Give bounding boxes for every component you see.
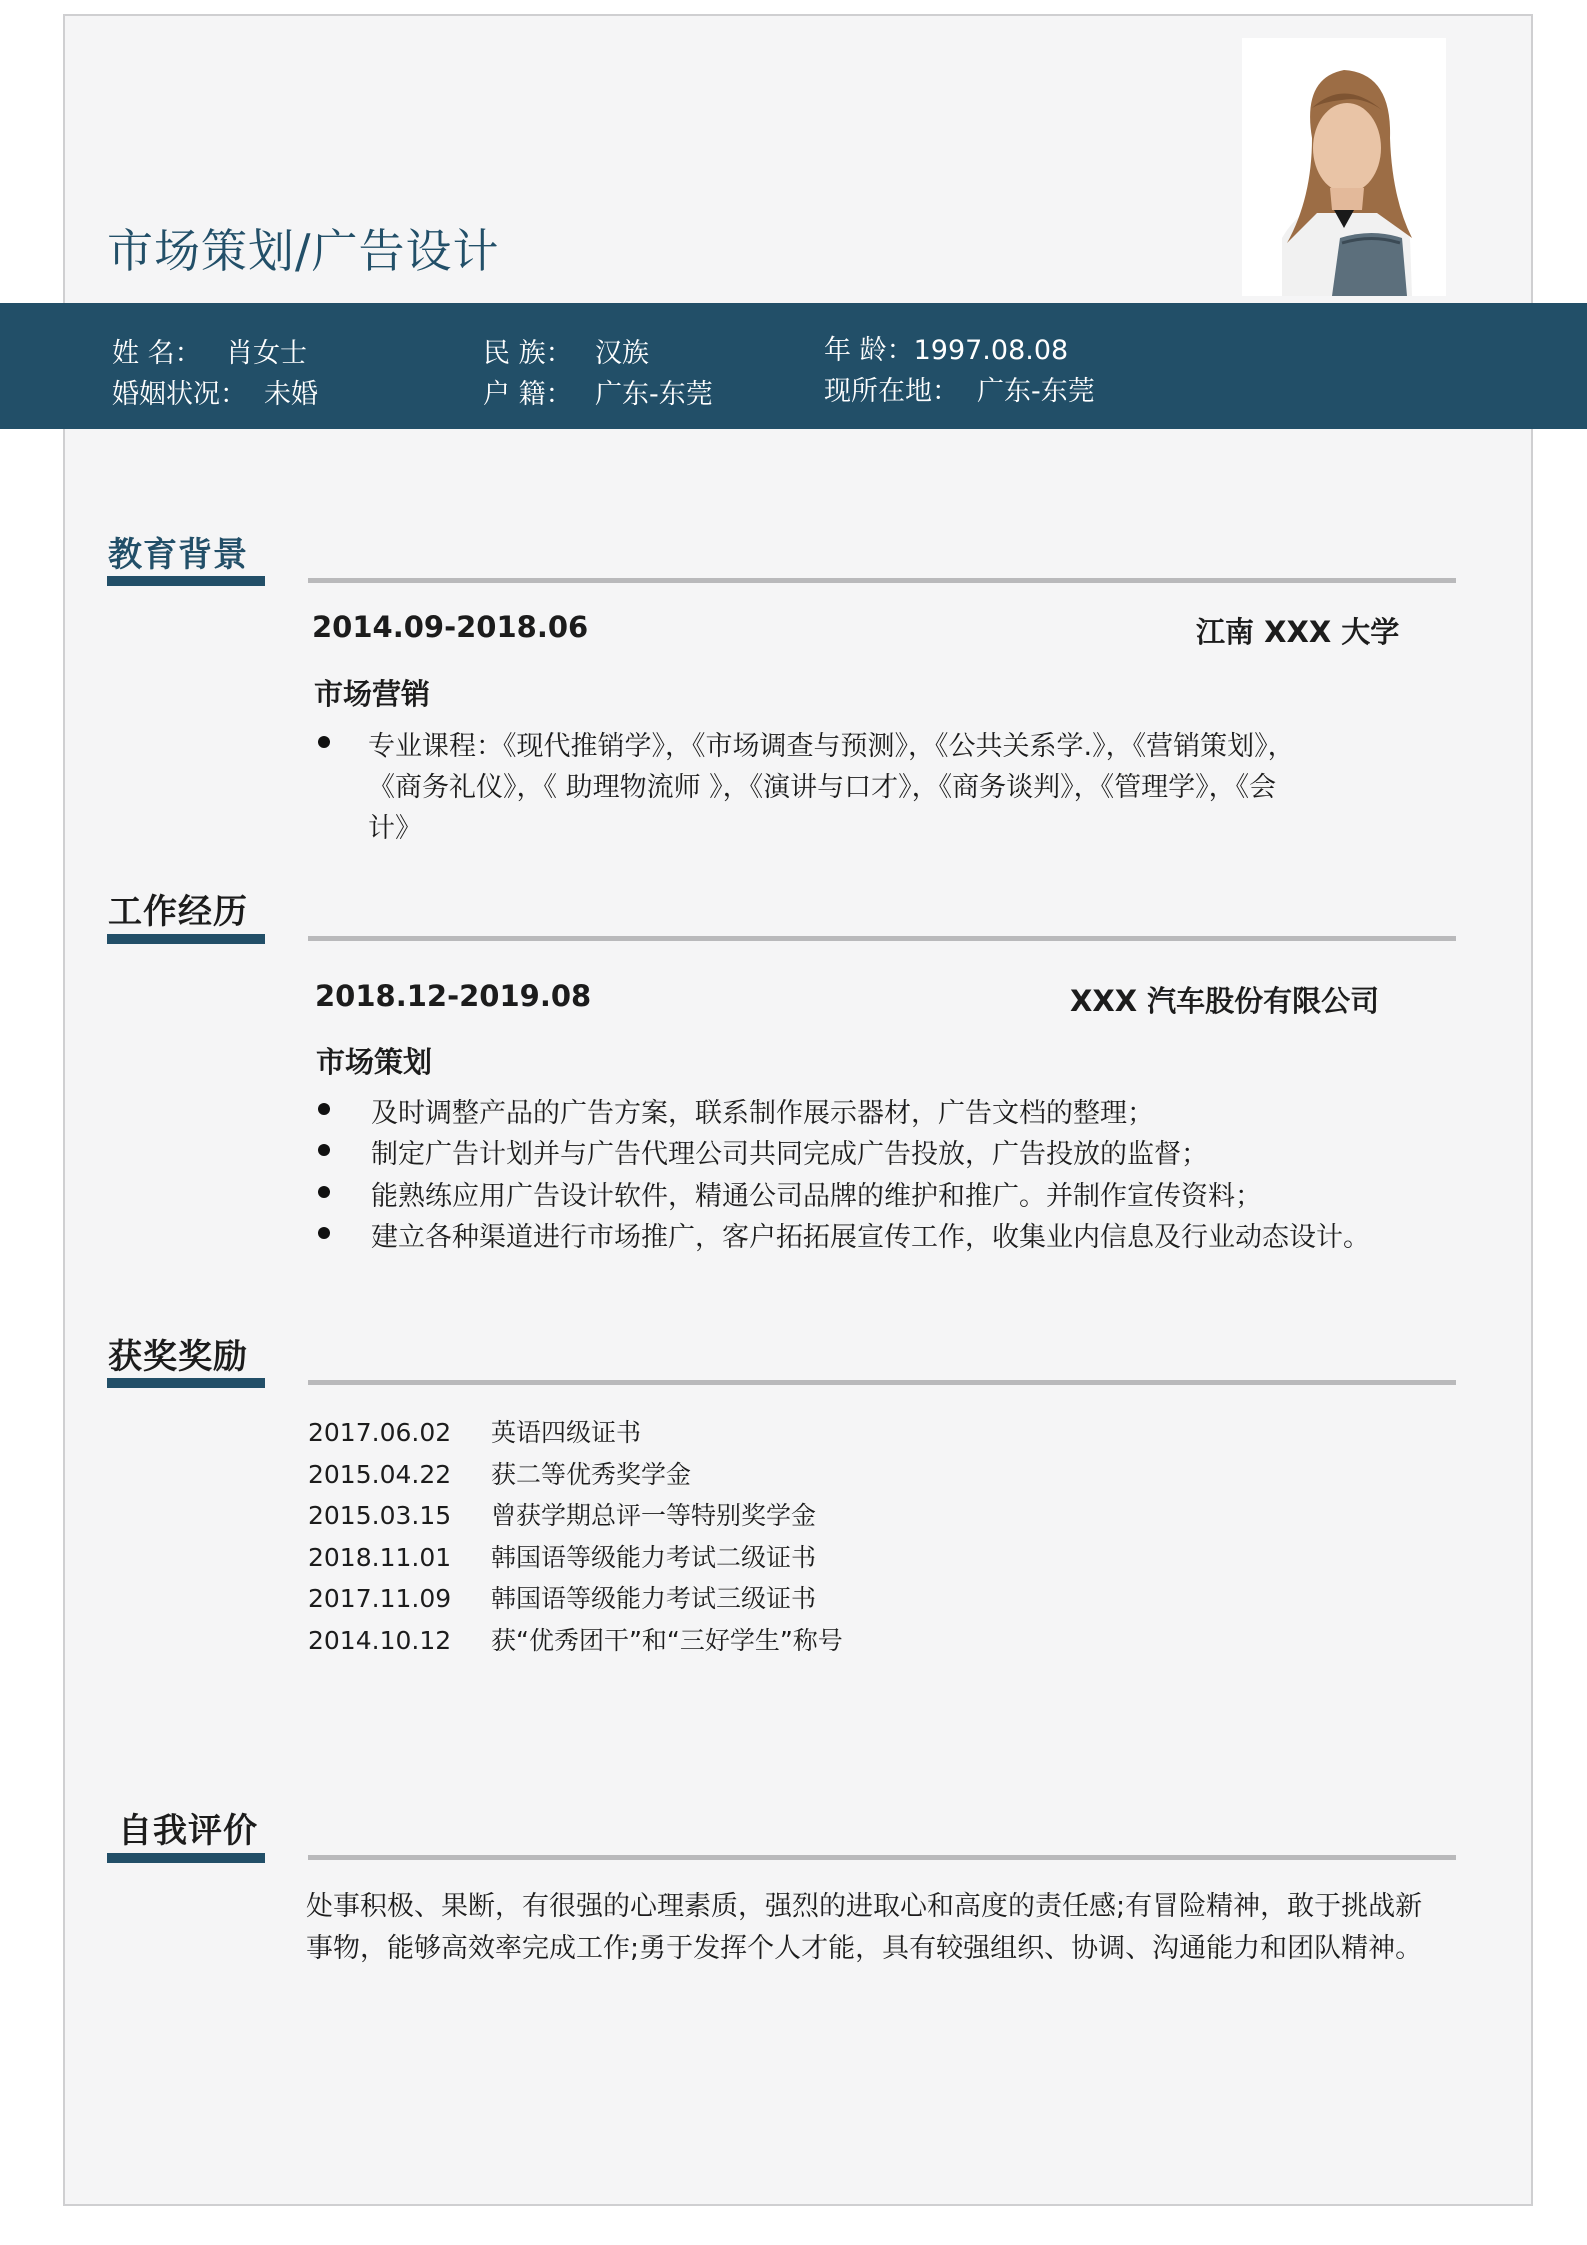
award-row [308,1579,816,1615]
award-date: 2018.11.01 [308,1543,452,1572]
age-value: 1997.08.08 [913,335,1069,366]
location-label: 现所在地： [824,376,959,407]
duty-item: 制定广告计划并与广告代理公司共同完成广告投放，广告投放的监督； [371,1139,1208,1170]
award-date: 2014.10.12 [308,1626,452,1655]
award-date: 2017.06.02 [308,1418,452,1447]
age-label: 年 龄： [824,335,914,366]
award-name: 获“优秀团干”和“三好学生”称号 [491,1626,843,1655]
award-name: 曾获学期总评一等特别奖学金 [491,1501,817,1530]
education-period: 2014.09-2018.06 [312,610,589,644]
info-ethnicity [483,331,649,370]
award-row [308,1413,641,1449]
self-eval-heading: 自我评价 [118,1811,258,1851]
education-major: 市场营销 [314,677,431,711]
info-age [824,328,1068,367]
info-location [824,369,1095,408]
work-period: 2018.12-2019.08 [315,979,592,1013]
award-date: 2015.03.15 [308,1501,452,1530]
education-school: 江南 XXX 大学 [1196,615,1400,649]
courses-line: 专业课程：《现代推销学》，《市场调查与预测》，《公共关系学.》，《营销策划》， [368,731,1295,762]
work-position: 市场策划 [316,1045,433,1079]
self-eval-divider [308,1855,1456,1860]
duty-item: 能熟练应用广告设计软件，精通公司品牌的维护和推广。并制作宣传资料； [371,1181,1262,1212]
name-label: 姓 名： [112,338,202,369]
duty-bullet [318,1227,330,1239]
award-date: 2017.11.09 [308,1584,452,1613]
work-divider [308,936,1456,941]
courses-line: 计》 [368,813,422,844]
duty-item: 建立各种渠道进行市场推广，客户拓拓展宣传工作，收集业内信息及行业动态设计。 [371,1222,1370,1253]
ethnicity-value: 汉族 [595,338,649,369]
profile-photo [1242,38,1446,296]
awards-heading-bar [107,1378,265,1388]
award-row [308,1621,843,1657]
duty-bullet [318,1103,330,1115]
info-marital [112,372,318,411]
award-name: 英语四级证书 [491,1418,642,1447]
course-bullet [318,736,330,748]
courses-line: 《商务礼仪》，《 助理物流师 》，《演讲与口才》，《商务谈判》，《管理学》，《会 [368,772,1277,803]
info-hukou [483,372,713,411]
education-heading: 教育背景 [108,535,248,575]
hukou-value: 广东-东莞 [595,379,713,410]
award-row [308,1455,691,1491]
awards-heading: 获奖奖励 [108,1337,248,1377]
location-value: 广东-东莞 [977,376,1095,407]
award-name: 韩国语等级能力考试三级证书 [491,1584,817,1613]
duty-bullet [318,1186,330,1198]
duty-item: 及时调整产品的广告方案，联系制作展示器材，广告文档的整理； [371,1098,1154,1129]
work-heading: 工作经历 [108,892,248,932]
name-value: 肖女士 [226,338,307,369]
info-name [112,331,307,370]
self-eval-heading-bar [107,1853,265,1863]
ethnicity-label: 民 族： [483,338,573,369]
education-divider [308,578,1456,583]
education-heading-bar [107,576,265,586]
award-row [308,1496,816,1532]
duty-bullet [318,1144,330,1156]
award-row [308,1538,816,1574]
marital-label: 婚姻状况： [112,379,247,410]
job-title: 市场策划/广告设计 [107,224,500,278]
self-eval-line: 事物，能够高效率完成工作;勇于发挥个人才能，具有较强组织、协调、沟通能力和团队精神。 [306,1933,1423,1964]
work-company: XXX 汽车股份有限公司 [1070,984,1380,1018]
awards-divider [308,1380,1456,1385]
award-name: 获二等优秀奖学金 [491,1460,692,1489]
marital-value: 未婚 [264,379,318,410]
work-heading-bar [107,934,265,944]
hukou-label: 户 籍： [483,379,573,410]
award-name: 韩国语等级能力考试二级证书 [491,1543,817,1572]
self-eval-line: 处事积极、果断，有很强的心理素质，强烈的进取心和高度的责任感;有冒险精神，敢于挑战新 [306,1891,1423,1922]
award-date: 2015.04.22 [308,1460,452,1489]
